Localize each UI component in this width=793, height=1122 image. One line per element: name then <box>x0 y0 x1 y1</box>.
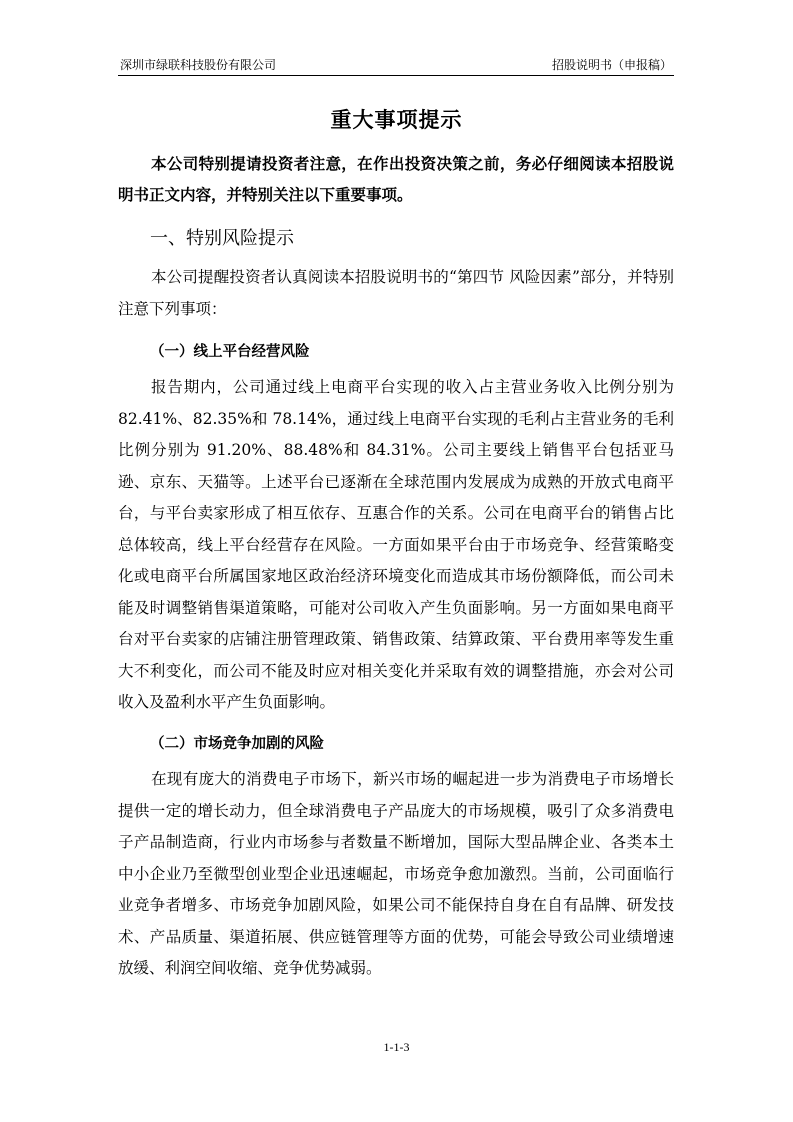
page-title: 重大事项提示 <box>330 107 463 132</box>
risk-heading-online-platform: （一）线上平台经营风险 <box>150 344 310 360</box>
risk-body-online-platform: 报告期内，公司通过线上电商平台实现的收入占主营业务收入比例分别为82.41%、82.35%和 78.14%，通过线上电商平台实现的毛利占主营业务的毛利比例分别为 91.20%、88.48%和 84.31%。公司主要线上销售平台包括亚马逊、京东、天猫等。上述平台已逐渐在全球范围内发展成为成熟的开放式电商平台，与平台卖家形成了相互依存、互惠合作的关系。公司在电商平台的销售占比总体较高，线上平台经营存在风险。一方面如果平台由于市场竞争、经营策略变化或电商平台所属国家地区政治经济环境变化而造成其市场份额降低，而公司未能及时调整销售渠道策略，可能对公司收入产生负面影响。另一方面如果电商平台对平台卖家的店铺注册管理政策、销售政策、结算政策、平台费用率等发生重大不利变化，而公司不能及时应对相关变化并采取有效的调整措施，亦会对公司收入及盈利水平产生负面影响。 <box>118 378 674 711</box>
investor-notice: 本公司特别提请投资者注意，在作出投资决策之前，务必仔细阅读本招股说明书正文内容，并特别关注以下重要事项。 <box>118 154 674 204</box>
section-heading: 一、特别风险提示 <box>150 228 294 249</box>
header-company-name: 深圳市绿联科技股份有限公司 <box>120 58 277 72</box>
page-header <box>118 53 674 76</box>
page-number: 1-1-3 <box>383 1040 410 1054</box>
section-intro-paragraph: 本公司提醒投资者认真阅读本招股说明书的“第四节 风险因素”部分，并特别注意下列事项： <box>118 268 674 318</box>
risk-heading-market-competition: （二）市场竞争加剧的风险 <box>150 736 324 752</box>
header-document-title: 招股说明书（申报稿） <box>551 58 672 72</box>
risk-body-market-competition: 在现有庞大的消费电子市场下，新兴市场的崛起进一步为消费电子市场增长提供一定的增长动力，但全球消费电子产品庞大的市场规模，吸引了众多消费电子产品制造商，行业内市场参与者数量不断增加，国际大型品牌企业、各类本土中小企业乃至微型创业型企业迅速崛起，市场竞争愈加激烈。当前，公司面临行业竞争者增多、市场竞争加剧风险，如果公司不能保持自身在自有品牌、研发技术、产品质量、渠道拓展、供应链管理等方面的优势，可能会导致公司业绩增速放缓、利润空间收缩、竞争优势减弱。 <box>118 770 674 977</box>
